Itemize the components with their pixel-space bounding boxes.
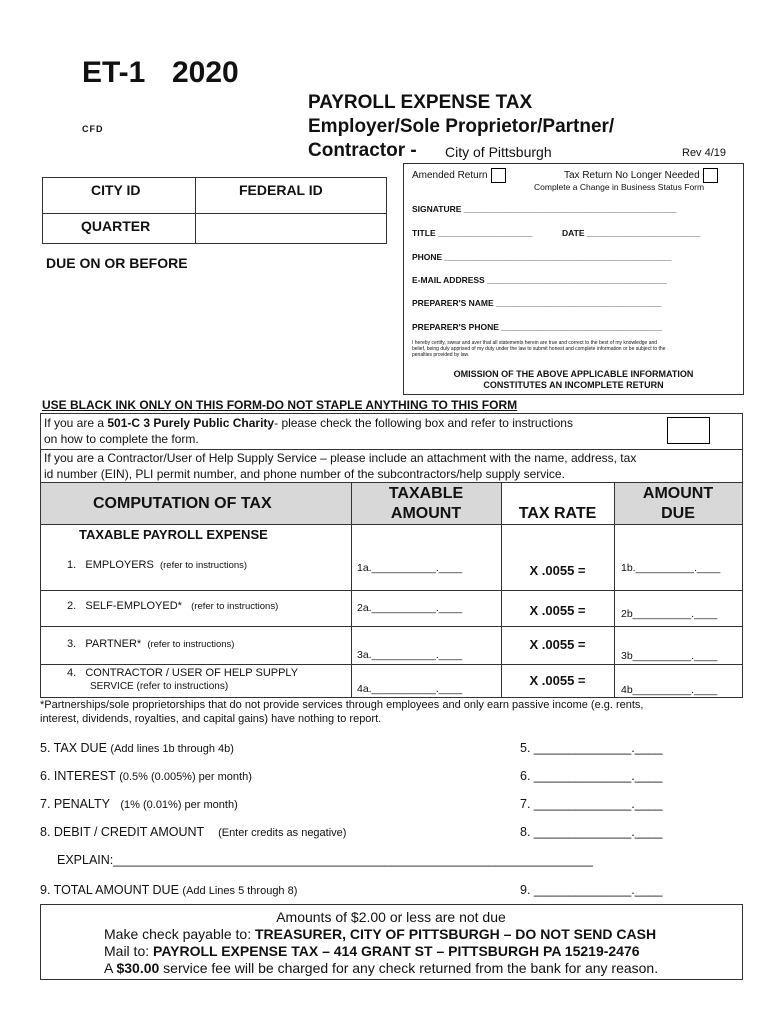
title-line-1: PAYROLL EXPENSE TAX [308, 92, 533, 113]
due-date-label: DUE ON OR BEFORE [46, 255, 188, 271]
no-longer-needed-checkbox[interactable] [703, 168, 718, 183]
rate-4: X .0055 = [529, 673, 586, 688]
title-line-3: Contractor - [308, 140, 417, 161]
line-5-label: 5. TAX DUE (Add lines 1b through 4b) [40, 741, 234, 755]
amount-due-header-2: DUE [661, 505, 695, 522]
signature-field[interactable]: SIGNATURE _____________________________________________ [412, 204, 677, 214]
contractor-line-1: If you are a Contractor/User of Help Supply Service – please include an attachment with the name, address, tax [44, 451, 637, 465]
amended-return-label: Amended Return [412, 170, 488, 182]
line-8-input[interactable]: 8. ______________.____ [520, 825, 663, 839]
payment-line-4: A $30.00 service fee will be charged for any check returned from the bank for any reason. [104, 960, 659, 976]
omission-line-2: CONSTITUTES AN INCOMPLETE RETURN [483, 380, 664, 390]
footnote-line-2: interest, dividends, royalties, and capital gains) have nothing to report. [40, 713, 382, 725]
charity-line-2: on how to complete the form. [44, 432, 199, 446]
email-field[interactable]: E-MAIL ADDRESS ______________________________________ [412, 275, 667, 285]
taxable-amount-header-2: AMOUNT [390, 505, 462, 522]
amount-due-header-1: AMOUNT [642, 485, 714, 502]
title-line-2: Employer/Sole Proprietor/Partner/ [308, 116, 615, 137]
preparer-name-field[interactable]: PREPARER'S NAME ___________________________________ [412, 298, 662, 308]
rate-2: X .0055 = [529, 603, 586, 618]
federal-id-label: FEDERAL ID [239, 182, 323, 198]
contractor-line-2: id number (EIN), PLI permit number, and phone number of the subcontractors/help supply service. [44, 467, 565, 481]
certify-line-2: belief, being duly apprised of my duty under the law to submit honest and complete information or be subject to the [412, 346, 666, 352]
charity-line-1: If you are a 501-C 3 Purely Public Charity- please check the following box and refer to instructions [44, 416, 573, 430]
cfd-label: CFD [82, 124, 104, 134]
rate-1: X .0055 = [529, 563, 586, 578]
signature-box [403, 163, 744, 395]
line-8-label: 8. DEBIT / CREDIT AMOUNT (Enter credits as negative) [40, 825, 347, 839]
revision: Rev 4/19 [682, 147, 727, 159]
preparer-phone-field[interactable]: PREPARER'S PHONE __________________________________ [412, 322, 662, 332]
table-row: 3. PARTNER* (refer to instructions) [67, 638, 235, 650]
computation-heading: COMPUTATION OF TAX [93, 495, 272, 512]
line-4b-input[interactable]: 4b__________.____ [621, 684, 718, 696]
line-3b-input[interactable]: 3b__________.____ [621, 650, 718, 662]
city-id-label: CITY ID [91, 182, 141, 198]
line-5-input[interactable]: 5. ______________.____ [520, 741, 663, 755]
amended-return-checkbox[interactable] [491, 168, 506, 183]
contractor-section [40, 450, 743, 483]
charity-checkbox[interactable] [667, 417, 710, 444]
payment-line-2: Make check payable to: TREASURER, CITY OF PITTSBURGH – DO NOT SEND CASH [104, 926, 657, 942]
computation-table [40, 482, 743, 698]
complete-change-note: Complete a Change in Business Status Form [534, 182, 705, 192]
line-4a-input[interactable]: 4a.___________.____ [357, 683, 463, 695]
certify-line-3: penalties provided by law. [412, 352, 470, 358]
footnote-line-1: *Partnerships/sole proprietorships that do not provide services through employees and only earn passive income (e.g. rents, [40, 699, 644, 711]
line-9-input[interactable]: 9. ______________.____ [520, 883, 663, 897]
title-field[interactable]: TITLE ____________________ [412, 228, 533, 238]
taxable-payroll-subheading: TAXABLE PAYROLL EXPENSE [79, 527, 268, 542]
no-longer-needed[interactable] [564, 168, 718, 183]
certify-line-1: I hereby certify, swear and aver that all statements herein are true and correct to the best of my knowledge and [412, 340, 658, 346]
form-year: 2020 [172, 56, 239, 89]
no-longer-needed-label: Tax Return No Longer Needed [564, 170, 700, 182]
rate-3: X .0055 = [529, 637, 586, 652]
line-7-label: 7. PENALTY (1% (0.01%) per month) [40, 797, 238, 811]
line-1b-input[interactable]: 1b.__________.____ [621, 562, 721, 574]
line-3a-input[interactable]: 3a.___________.____ [357, 649, 463, 661]
line-9-label: 9. TOTAL AMOUNT DUE (Add Lines 5 through 8) [40, 883, 298, 897]
form-id: ET-1 [82, 56, 146, 89]
date-field[interactable]: DATE ________________________ [562, 228, 701, 238]
line-1a-input[interactable]: 1a.___________.____ [357, 562, 463, 574]
taxable-amount-header-1: TAXABLE [388, 485, 464, 502]
city-name: City of Pittsburgh [445, 144, 552, 160]
black-ink-notice: USE BLACK INK ONLY ON THIS FORM-DO NOT STAPLE ANYTHING TO THIS FORM [42, 398, 518, 412]
omission-line-1: OMISSION OF THE ABOVE APPLICABLE INFORMATION [453, 369, 694, 379]
explain-field[interactable]: EXPLAIN:_____________________________________________________________________ [57, 853, 593, 867]
line-2b-input[interactable]: 2b__________.____ [621, 608, 718, 620]
amended-return[interactable] [412, 168, 506, 183]
line-7-input[interactable]: 7. ______________.____ [520, 797, 663, 811]
payment-line-1: Amounts of $2.00 or less are not due [276, 909, 506, 925]
table-row: 2. SELF-EMPLOYED* (refer to instructions) [67, 600, 279, 612]
line-2a-input[interactable]: 2a.___________.____ [357, 602, 463, 614]
payment-line-3: Mail to: PAYROLL EXPENSE TAX – 414 GRANT ST – PITTSBURGH PA 15219-2476 [104, 943, 640, 959]
charity-section [40, 413, 743, 450]
table-row: 1. EMPLOYERS (refer to instructions) [67, 559, 248, 571]
quarter-label: QUARTER [81, 218, 151, 234]
phone-field[interactable]: PHONE ________________________________________________ [412, 252, 672, 262]
id-table [42, 177, 387, 244]
tax-rate-header: TAX RATE [518, 505, 597, 522]
row-4-label-2: SERVICE (refer to instructions) [90, 681, 229, 692]
line-6-label: 6. INTEREST (0.5% (0.005%) per month) [40, 769, 252, 783]
table-row: 4. CONTRACTOR / USER OF HELP SUPPLY [67, 667, 299, 679]
payment-instructions-box [40, 904, 743, 980]
line-6-input[interactable]: 6. ______________.____ [520, 769, 663, 783]
